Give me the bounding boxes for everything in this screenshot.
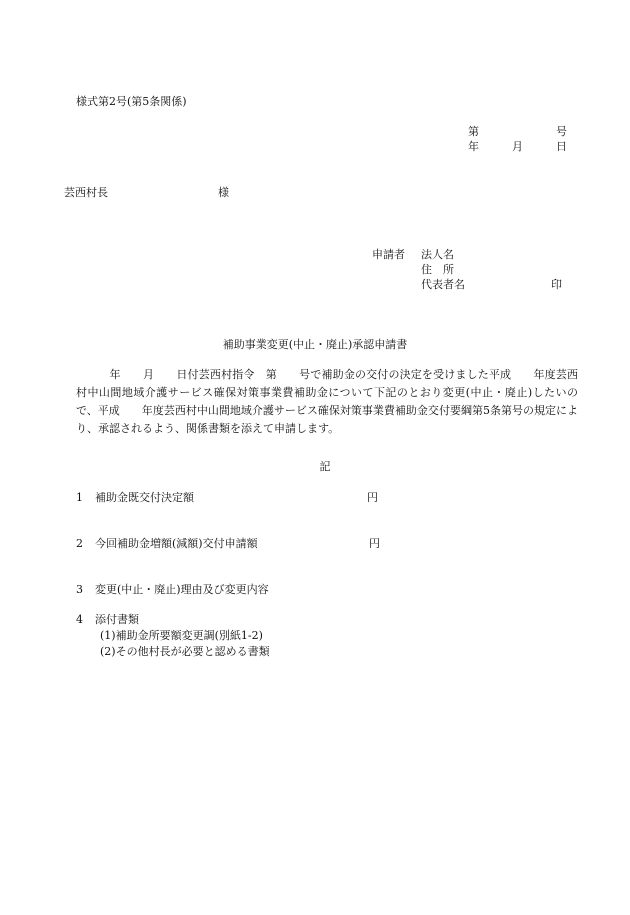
item-4-number: 4	[76, 613, 83, 626]
item-2-number: 2	[76, 537, 83, 550]
item-2-label: 今回補助金増額(減額)交付申請額	[95, 537, 258, 550]
item-4-label: 添付書類	[95, 613, 139, 626]
seal-mark: 印	[551, 278, 562, 291]
applicant-representative: 代表者名	[421, 278, 465, 291]
item-1-number: 1	[76, 491, 83, 504]
recipient-name: 芸西村長	[64, 186, 108, 199]
applicant-corporation: 法人名	[421, 248, 454, 261]
attachment-item: (1)補助金所要額変更調(別紙1-2)	[100, 629, 263, 642]
document-title: 補助事業変更(中止・廃止)承認申請書	[222, 338, 408, 351]
attachment-item: (2)その他村長が必要と認める書類	[100, 645, 270, 658]
ki-heading: 記	[319, 460, 331, 473]
item-1-unit: 円	[367, 491, 378, 504]
body-paragraph: 年 月 日付芸西村指令 第 号で補助金の交付の決定を受けました平成 年度芸西村中山間地域介護サービス確保対策事業費補助金について下記のとおり変更(中止・廃止)したいので、平成 年度芸西村中山間地域介護サービス確保対策事業費補助金交付要綱第5条第号の規定により、承認されるよう、関係書類を添えて申請します。	[76, 368, 578, 435]
applicant-label: 申請者	[372, 248, 405, 261]
form-label: 様式第2号(第5条関係)	[76, 95, 187, 108]
applicant-address: 住 所	[421, 263, 454, 276]
recipient-honorific: 様	[218, 186, 229, 199]
document-number: 第 号	[468, 125, 567, 138]
item-1-label: 補助金既交付決定額	[95, 491, 194, 504]
item-3-label: 変更(中止・廃止)理由及び変更内容	[95, 583, 269, 596]
item-3-number: 3	[76, 583, 83, 596]
item-2-unit: 円	[369, 537, 380, 550]
document-date: 年 月 日	[468, 140, 567, 153]
